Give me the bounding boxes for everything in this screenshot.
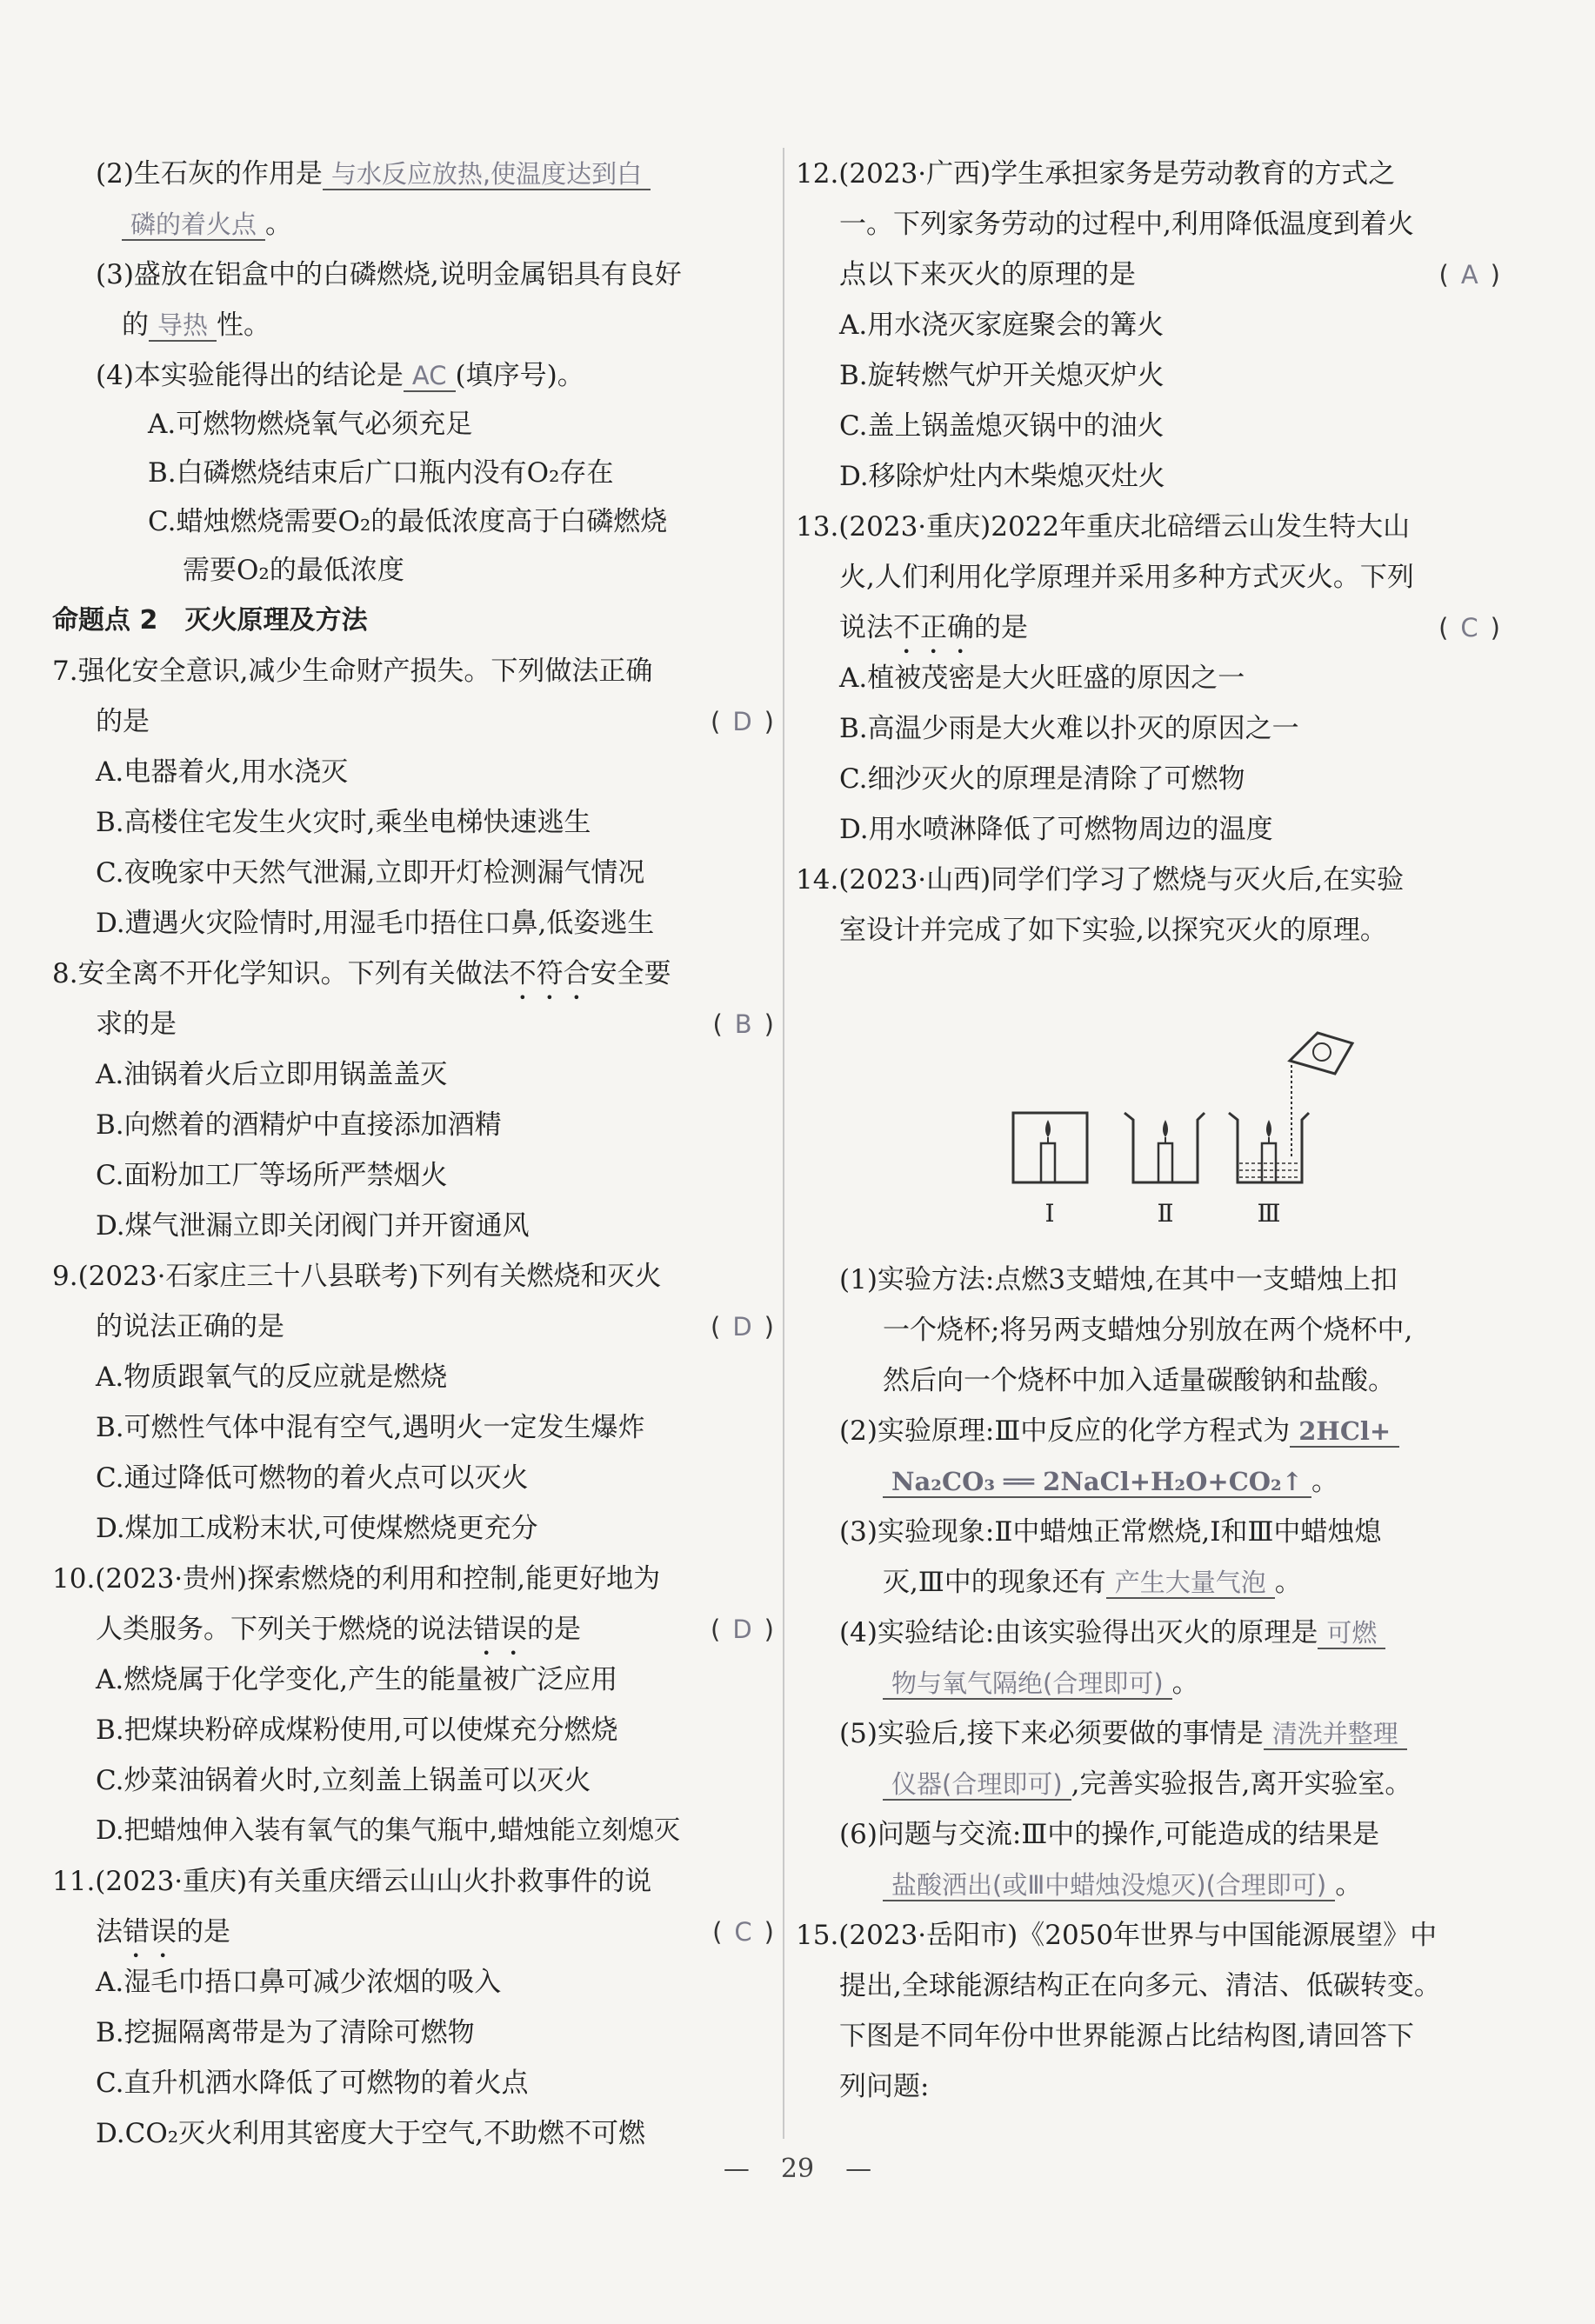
q6-2-line1: (2)生石灰的作用是 与水反应放热,使温度达到白: [96, 155, 774, 193]
q15-stem-2: 提出,全球能源结构正在向多元、清洁、低碳转变。: [839, 1970, 1441, 2001]
q6-4-stem: (4)本实验能得出的结论是 AC (填序号)。: [96, 360, 584, 391]
beaker-2: [1125, 1113, 1205, 1182]
q6-3-line2: 的 导热 性。: [122, 310, 271, 341]
section-heading: 命题点 2 灭火原理及方法: [52, 605, 368, 636]
q6-4-option-c1: C.蜡烛燃烧需要O₂的最低浓度高于白磷燃烧: [148, 506, 668, 537]
page-number: 29: [780, 2154, 815, 2184]
q6-4-option-c2: 需要O₂的最低浓度: [183, 555, 404, 586]
q9-stem-2: 的说法正确的是 ( D ): [96, 1311, 774, 1342]
q13-stem-3: 说法不正确的是 ( C ): [839, 612, 1500, 643]
q7-stem-2: 的是 ( D ): [96, 706, 774, 737]
q12-stem: 12.(2023·广西)学生承担家务是劳动教育的方式之: [796, 158, 1396, 190]
q11-stem: 11.(2023·重庆)有关重庆缙云山山火扑救事件的说: [52, 1866, 652, 1897]
q14-stem: 14.(2023·山西)同学们学习了燃烧与灭火后,在实验: [796, 864, 1405, 896]
q9-option: C.通过降低可燃物的着火点可以灭火: [96, 1462, 529, 1494]
q11-option: D.CO₂灭火利用其密度大于空气,不助燃不可燃: [96, 2118, 646, 2149]
q7-option: A.电器着火,用水浇灭: [96, 756, 349, 788]
q10-option: C.炒菜油锅着火时,立刻盖上锅盖可以灭火: [96, 1765, 591, 1796]
q6-4-option-b: B.白磷燃烧结束后广口瓶内没有O₂存在: [148, 457, 614, 489]
q10-option: D.把蜡烛伸入装有氧气的集气瓶中,蜡烛能立刻熄灭: [96, 1815, 681, 1846]
figure-label-1: Ⅰ: [1044, 1199, 1055, 1226]
q14-1-line1: (1)实验方法:点燃3支蜡烛,在其中一支蜡烛上扣: [839, 1264, 1398, 1295]
q8-option: C.面粉加工厂等场所严禁烟火: [96, 1160, 448, 1191]
q9-option: B.可燃性气体中混有空气,遇明火一定发生爆炸: [96, 1412, 645, 1443]
q11-option: C.直升机洒水降低了可燃物的着火点: [96, 2068, 529, 2099]
q14-3-line2: 灭,Ⅲ中的现象还有 产生大量气泡 。: [883, 1567, 1302, 1598]
q12-option: D.移除炉灶内木柴熄灭灶火: [839, 461, 1165, 492]
q12-option: B.旋转燃气炉开关熄灭炉火: [839, 360, 1165, 391]
q14-stem-2: 室设计并完成了如下实验,以探究灭火的原理。: [839, 915, 1387, 946]
q14-4-line2: 物与氧气隔绝(合理即可) 。: [883, 1664, 1500, 1702]
q13-option: A.植被茂密是大火旺盛的原因之一: [839, 663, 1245, 694]
q14-2-line1: (2)实验原理:Ⅲ中反应的化学方程式为 2HCl+: [839, 1412, 1500, 1450]
candle-experiment-figure: [996, 1026, 1387, 1226]
figure-label-3: Ⅲ: [1257, 1199, 1281, 1226]
q10-stem: 10.(2023·贵州)探索燃烧的利用和控制,能更好地为: [52, 1563, 661, 1595]
footer-dash-right: —: [845, 2154, 872, 2184]
q15-stem-3: 下图是不同年份中世界能源占比结构图,请回答下: [839, 2021, 1414, 2052]
q8-option: D.煤气泄漏立即关闭阀门并开窗通风: [96, 1210, 530, 1242]
q14-5-line2: 仪器(合理即可) ,完善实验报告,离开实验室。: [883, 1765, 1500, 1803]
q14-6-line2: 盐酸洒出(或Ⅲ中蜡烛没熄灭)(合理即可) 。: [883, 1866, 1500, 1904]
q12-stem-2: 一。下列家务劳动的过程中,利用降低温度到着火: [839, 209, 1414, 240]
q13-stem: 13.(2023·重庆)2022年重庆北碚缙云山发生特大山: [796, 511, 1411, 543]
q6-4-option-a: A.可燃物燃烧氧气必须充足: [148, 409, 473, 440]
column-divider: [783, 148, 784, 2139]
q7-option: D.遭遇火灾险情时,用湿毛巾捂住口鼻,低姿逃生: [96, 908, 655, 939]
q11-stem-2: 法错误的是 ( C ): [96, 1916, 774, 1948]
q14-3-line1: (3)实验现象:Ⅱ中蜡烛正常燃烧,Ⅰ和Ⅲ中蜡烛熄: [839, 1516, 1382, 1548]
q9-option: D.煤加工成粉末状,可使煤燃烧更充分: [96, 1513, 538, 1544]
q9-option: A.物质跟氧气的反应就是燃烧: [96, 1362, 448, 1393]
q14-1-line3: 然后向一个烧杯中加入适量碳酸钠和盐酸。: [883, 1365, 1395, 1396]
beaker-3: [1229, 1033, 1352, 1182]
beaker-1-inverted: [1013, 1113, 1087, 1182]
q12-stem-3: 点以下来灭火的原理的是 ( A ): [839, 259, 1500, 290]
q8-stem-2: 求的是 ( B ): [96, 1009, 774, 1040]
q9-stem: 9.(2023·石家庄三十八县联考)下列有关燃烧和灭火: [52, 1261, 662, 1292]
q14-4-line1: (4)实验结论:由该实验得出灭火的原理是 可燃: [839, 1614, 1500, 1652]
q14-1-line2: 一个烧杯;将另两支蜡烛分别放在两个烧杯中,: [883, 1315, 1413, 1346]
q10-option: A.燃烧属于化学变化,产生的能量被广泛应用: [96, 1664, 618, 1695]
q6-2-line2: 磷的着火点 。: [122, 205, 774, 243]
q11-option: A.湿毛巾捂口鼻可减少浓烟的吸入: [96, 1967, 502, 1998]
q8-stem: 8.安全离不开化学知识。下列有关做法不符合安全要: [52, 958, 671, 989]
q12-option: A.用水浇灭家庭聚会的篝火: [839, 310, 1165, 341]
q13-option: B.高温少雨是大火难以扑灭的原因之一: [839, 713, 1299, 744]
page-footer: [0, 2154, 1595, 2184]
q10-option: B.把煤块粉碎成煤粉使用,可以使煤充分燃烧: [96, 1715, 618, 1746]
figure-label-2: Ⅱ: [1157, 1199, 1174, 1226]
q14-2-line2: Na₂CO₃ ══ 2NaCl+H₂O+CO₂↑ 。: [883, 1462, 1500, 1501]
q14-5-line1: (5)实验后,接下来必须要做的事情是 清洗并整理: [839, 1715, 1500, 1753]
footer-dash-left: —: [723, 2154, 750, 2184]
q14-6-line1: (6)问题与交流:Ⅲ中的操作,可能造成的结果是: [839, 1819, 1380, 1850]
q7-stem: 7.强化安全意识,减少生命财产损失。下列做法正确: [52, 656, 653, 687]
q15-stem: 15.(2023·岳阳市)《2050年世界与中国能源展望》中: [796, 1920, 1438, 1951]
q11-option: B.挖掘隔离带是为了清除可燃物: [96, 2017, 475, 2048]
q10-stem-2: 人类服务。下列关于燃烧的说法错误的是 ( D ): [96, 1614, 774, 1645]
q13-option: D.用水喷淋降低了可燃物周边的温度: [839, 814, 1273, 845]
q7-option: B.高楼住宅发生火灾时,乘坐电梯快速逃生: [96, 807, 591, 838]
q13-option: C.细沙灭火的原理是清除了可燃物: [839, 763, 1245, 795]
q6-3-line1: (3)盛放在铝盒中的白磷燃烧,说明金属铝具有良好: [96, 259, 682, 290]
q12-option: C.盖上锅盖熄灭锅中的油火: [839, 410, 1165, 442]
q13-stem-2: 火,人们利用化学原理并采用多种方式灭火。下列: [839, 562, 1414, 593]
q8-option: B.向燃着的酒精炉中直接添加酒精: [96, 1109, 502, 1141]
q8-option: A.油锅着火后立即用锅盖盖灭: [96, 1059, 448, 1090]
q15-stem-4: 列问题:: [839, 2071, 930, 2102]
q7-option: C.夜晚家中天然气泄漏,立即开灯检测漏气情况: [96, 857, 645, 889]
